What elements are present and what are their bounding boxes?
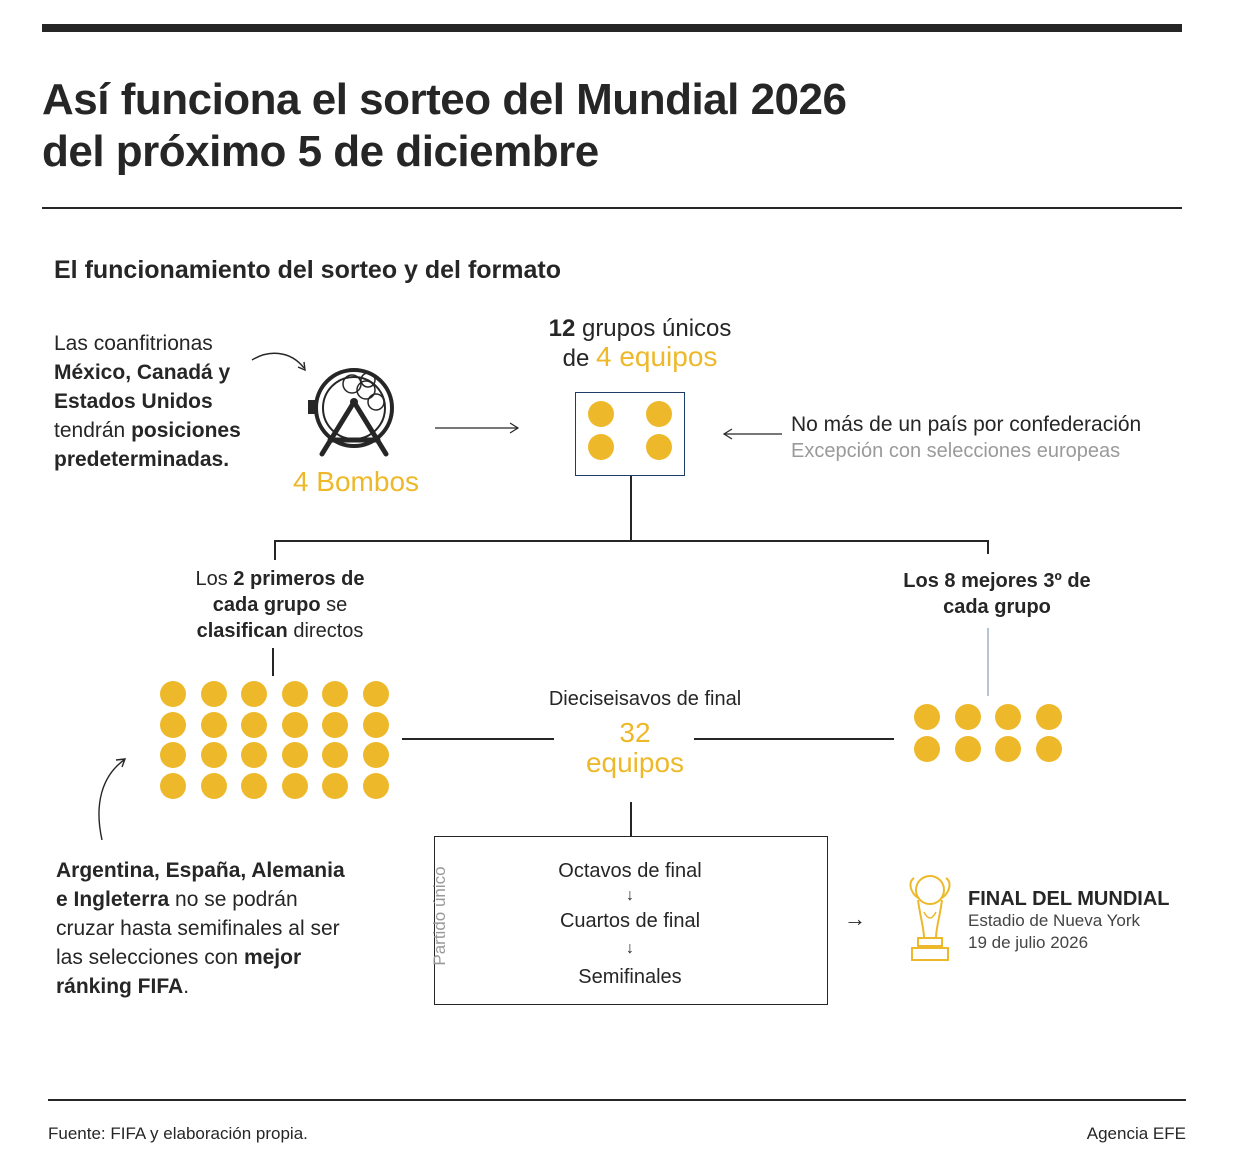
header-divider [42, 207, 1182, 209]
top-rule [42, 24, 1182, 32]
confederation-rule: No más de un país por confederación [791, 413, 1142, 436]
third-place-team-dot [914, 704, 940, 730]
footer-divider [48, 1099, 1186, 1101]
connector-line [630, 802, 632, 836]
seeded-teams-text [56, 856, 396, 1001]
hosts-line-4-prefix: tendrán [54, 419, 132, 442]
footer-source: Fuente: FIFA y elaboración propia. [48, 1124, 308, 1143]
title-line-2: del próximo 5 de diciembre [42, 127, 599, 176]
qualified-team-dot [322, 681, 348, 707]
round32-label: Dieciseisavos de final [548, 688, 742, 710]
group-team-dot [646, 401, 672, 427]
round32-number: 32 [619, 717, 651, 748]
thirds-dots [914, 704, 1064, 766]
final-date: 19 de julio 2026 [968, 933, 1089, 952]
knockout-rounds [470, 858, 790, 990]
round32-unit: equipos [585, 747, 685, 778]
qualified-team-dot [160, 712, 186, 738]
groups-line-1: grupos únicos [575, 315, 732, 342]
qualified-team-dot [322, 773, 348, 799]
round-semifinales: Semifinales [578, 966, 682, 988]
qualified-team-dot [241, 742, 267, 768]
qualified-team-dot [241, 773, 267, 799]
qualified-team-dot [160, 742, 186, 768]
final-title: FINAL DEL MUNDIAL [968, 888, 1170, 910]
third-place-team-dot [955, 704, 981, 730]
third-place-team-dot [1036, 736, 1062, 762]
third-place-team-dot [914, 736, 940, 762]
seeded-l5-bold: ránking FIFA [56, 975, 184, 998]
qualified-team-dot [201, 773, 227, 799]
arrow-left-icon [722, 426, 784, 442]
qualified-team-dot [363, 712, 389, 738]
connector-line [630, 476, 632, 540]
qualified-team-dot [322, 742, 348, 768]
qualified-team-dot [160, 681, 186, 707]
qualified-team-dot [363, 742, 389, 768]
connector-line [274, 540, 988, 542]
confederation-text [791, 412, 1141, 464]
seeded-l4-bold: mejor [243, 946, 302, 969]
third-place-team-dot [955, 736, 981, 762]
final-info [968, 888, 1169, 954]
third-place-team-dot [995, 704, 1021, 730]
arrow-right-icon: → [844, 906, 866, 931]
qualified-team-dot [241, 712, 267, 738]
qualified-team-dot [160, 773, 186, 799]
qualified-team-dot [322, 712, 348, 738]
connector-line [987, 628, 989, 696]
connector-line [987, 540, 989, 554]
confederation-exception: Excepción con selecciones europeas [791, 440, 1121, 462]
groups-count: 12 [548, 315, 576, 342]
qualified-team-dot [282, 773, 308, 799]
groups-line-2-prefix: de [562, 345, 596, 372]
down-arrow-icon: ↓ [626, 940, 634, 957]
connector-line [272, 648, 274, 676]
connector-line [694, 738, 894, 740]
seeded-l1: Argentina, España, Alemania [56, 859, 345, 882]
connector-line [402, 738, 554, 740]
round32-count [560, 718, 710, 778]
qualified-team-dot [201, 712, 227, 738]
third-place-team-dot [1036, 704, 1062, 730]
seeded-l2-bold: e Ingleterra [56, 888, 170, 911]
groups-line-2-highlight: 4 equipos [595, 341, 718, 372]
qualified-team-dot [201, 681, 227, 707]
round-octavos: Octavos de final [558, 860, 702, 882]
top-two-l2-suffix: se [320, 594, 348, 616]
section-subtitle: El funcionamiento del sorteo y del formato [54, 256, 562, 284]
seeded-l3: cruzar hasta semifinales al ser [56, 917, 340, 940]
curved-arrow-up-icon [92, 754, 132, 842]
qualified-team-dot [201, 742, 227, 768]
thirds-text [880, 568, 1114, 620]
top-two-l1-bold: 2 primeros de [233, 568, 365, 590]
round-cuartos: Cuartos de final [559, 910, 701, 932]
top-two-text [160, 566, 400, 644]
single-match-label: Partido único [430, 866, 449, 966]
seeded-l2-suffix: no se podrán [169, 888, 298, 911]
groups-heading [520, 315, 760, 373]
title-line-1: Así funciona el sorteo del Mundial 2026 [42, 75, 847, 124]
qualified-team-dot [363, 681, 389, 707]
thirds-line-2: cada grupo [943, 596, 1051, 618]
qualified-team-dot [282, 742, 308, 768]
qualified-team-dot [241, 681, 267, 707]
arrow-right-icon [434, 420, 520, 436]
final-venue: Estadio de Nueva York [968, 911, 1141, 930]
group-team-dot [588, 401, 614, 427]
group-team-dot [588, 434, 614, 460]
hosts-line-4-bold: posiciones [131, 419, 241, 442]
group-team-dot [646, 434, 672, 460]
qualified-team-dot [282, 712, 308, 738]
hosts-line-3: Estados Unidos [54, 390, 213, 413]
seeded-l5-suffix: . [183, 975, 190, 998]
top-two-l3-suffix: directos [287, 620, 364, 642]
top-two-l1-prefix: Los [195, 568, 234, 590]
hosts-line-5: predeterminadas. [54, 448, 230, 471]
connector-line [274, 540, 276, 560]
down-arrow-icon: ↓ [626, 887, 634, 904]
qualified-team-dot [282, 681, 308, 707]
hosts-line-2: México, Canadá y [54, 361, 231, 384]
top-two-dots [160, 681, 400, 803]
hosts-line-1: Las coanfitrionas [54, 332, 213, 355]
world-cup-trophy-icon [904, 872, 956, 964]
thirds-line-1: Los 8 mejores 3º de [903, 570, 1091, 592]
group-box [575, 392, 685, 476]
bombos-label: 4 Bombos [292, 466, 420, 497]
qualified-team-dot [363, 773, 389, 799]
third-place-team-dot [995, 736, 1021, 762]
lottery-drum-icon [300, 362, 400, 464]
top-two-l2-bold: cada grupo [212, 594, 321, 616]
top-two-l3-bold: clasifican [196, 620, 288, 642]
seeded-l4-prefix: las selecciones con [56, 946, 244, 969]
page-title [42, 74, 1042, 178]
footer-agency: Agencia EFE [1086, 1124, 1186, 1143]
